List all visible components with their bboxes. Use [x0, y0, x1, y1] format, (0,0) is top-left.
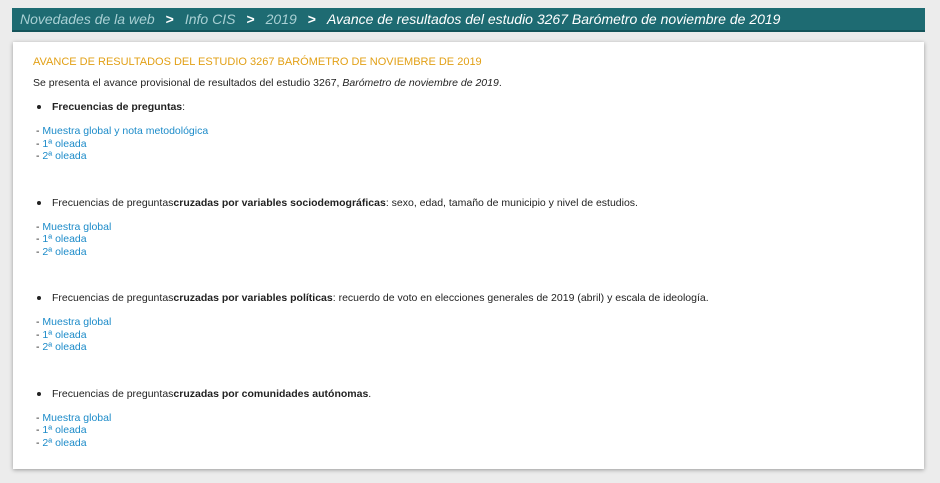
- dash: -: [36, 341, 43, 353]
- breadcrumb-novedades[interactable]: Novedades de la web: [20, 11, 155, 27]
- link-2a-oleada[interactable]: 2ª oleada: [42, 245, 87, 258]
- section-heading: [33, 196, 904, 210]
- list-item: [36, 221, 904, 234]
- dash: -: [36, 424, 43, 436]
- link-muestra-global[interactable]: Muestra global: [42, 220, 112, 233]
- dash: -: [36, 125, 43, 137]
- list-item: [36, 437, 904, 450]
- intro-prefix: Se presenta el avance provisional de resultados del estudio 3267,: [33, 77, 343, 89]
- section-comunidades: [33, 387, 904, 450]
- section-heading-bold: cruzadas por variables sociodemográficas: [173, 196, 386, 209]
- list-item: [36, 341, 904, 354]
- breadcrumb-2019[interactable]: 2019: [265, 11, 297, 27]
- link-muestra-global[interactable]: Muestra global: [42, 316, 112, 328]
- dash: -: [36, 233, 43, 245]
- link-list: [13, 412, 904, 450]
- link-list: [13, 316, 904, 354]
- dash: -: [36, 328, 43, 341]
- page-title: AVANCE DE RESULTADOS DEL ESTUDIO 3267 BARÓMETRO DE NOVIEMBRE DE 2019: [33, 56, 482, 68]
- link-2a-oleada[interactable]: 2ª oleada: [42, 436, 87, 449]
- list-item: [36, 233, 904, 246]
- section-heading-post: .: [368, 387, 372, 400]
- section-heading-pre: Frecuencias de preguntas: [52, 387, 174, 400]
- breadcrumb: [12, 8, 925, 32]
- section-heading-bold: cruzadas por comunidades autónomas: [173, 387, 369, 400]
- intro-suffix: .: [498, 77, 502, 89]
- bullet-icon: [37, 296, 41, 300]
- section-heading-post: :: [182, 101, 186, 113]
- section-heading-pre: Frecuencias de preguntas: [52, 292, 174, 304]
- bullet-icon: [37, 392, 41, 396]
- list-item: [36, 138, 904, 151]
- dash: -: [36, 150, 43, 162]
- bullet-icon: [37, 105, 41, 109]
- section-politicas: [33, 291, 904, 354]
- section-sociodemograficas: [33, 196, 904, 259]
- link-list: [13, 221, 904, 259]
- link-1a-oleada[interactable]: 1ª oleada: [42, 424, 87, 436]
- list-item: [36, 316, 904, 329]
- link-1a-oleada[interactable]: 1ª oleada: [42, 328, 87, 341]
- dash: -: [36, 220, 43, 233]
- section-heading-bold: Frecuencias de preguntas: [52, 101, 183, 113]
- link-muestra-global[interactable]: Muestra global: [42, 411, 112, 424]
- section-heading-post: : recuerdo de voto en elecciones generales de 2019 (abril) y escala de ideología.: [332, 292, 709, 304]
- section-frecuencias: [33, 100, 904, 163]
- link-2a-oleada[interactable]: 2ª oleada: [42, 150, 87, 162]
- section-heading-pre: Frecuencias de preguntas: [52, 196, 174, 209]
- section-heading-bold: cruzadas por variables políticas: [173, 292, 333, 304]
- intro-text: [33, 76, 904, 90]
- list-item: [36, 125, 904, 138]
- section-heading: [33, 100, 904, 114]
- list-item: [36, 246, 904, 259]
- list-item: [36, 412, 904, 425]
- link-1a-oleada[interactable]: 1ª oleada: [42, 137, 87, 150]
- dash: -: [36, 436, 43, 449]
- list-item: [36, 329, 904, 342]
- chevron-right-icon: >: [165, 11, 174, 27]
- list-item: [36, 424, 904, 437]
- link-muestra-global-nota[interactable]: Muestra global y nota metodológica: [42, 125, 209, 137]
- dash: -: [36, 245, 43, 258]
- chevron-right-icon: >: [246, 11, 255, 27]
- link-list: [13, 125, 904, 163]
- intro-italic: Barómetro de noviembre de 2019: [342, 77, 499, 89]
- section-heading-post: : sexo, edad, tamaño de municipio y nivel de estudios.: [385, 196, 638, 209]
- bullet-icon: [37, 201, 41, 205]
- chevron-right-icon: >: [307, 11, 316, 27]
- breadcrumb-info-cis[interactable]: Info CIS: [184, 11, 236, 27]
- list-item: [36, 150, 904, 163]
- dash: -: [36, 137, 43, 150]
- breadcrumb-current: Avance de resultados del estudio 3267 Barómetro de noviembre de 2019: [326, 11, 781, 27]
- link-1a-oleada[interactable]: 1ª oleada: [42, 233, 87, 245]
- link-2a-oleada[interactable]: 2ª oleada: [42, 341, 87, 353]
- dash: -: [36, 411, 43, 424]
- section-heading: [33, 387, 904, 401]
- content-card: [13, 42, 924, 469]
- section-heading: [33, 291, 904, 305]
- dash: -: [36, 316, 43, 328]
